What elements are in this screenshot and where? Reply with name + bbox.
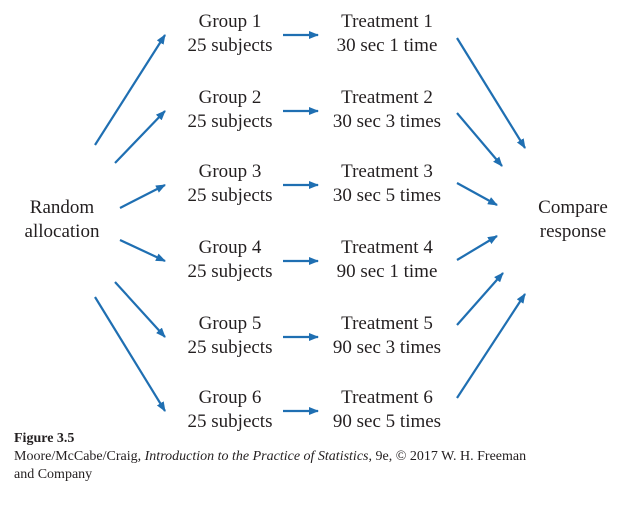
group-3-node: Group 3 25 subjects (187, 161, 273, 206)
treatment-5-node: Treatment 5 90 sec 3 times (332, 313, 442, 358)
treatment-2-node: Treatment 2 30 sec 3 times (332, 87, 442, 132)
arrow-treatment-4-to-compare (457, 236, 497, 260)
book-title: Introduction to the Practice of Statistics (144, 449, 369, 464)
arrow-allocation-to-group-2 (115, 111, 165, 163)
arrow-allocation-to-group-3 (120, 185, 165, 208)
compare-response-label: Compare response (538, 197, 608, 242)
treatment-1-node: Treatment 1 30 sec 1 time (336, 11, 438, 56)
group-6-node: Group 6 25 subjects (187, 387, 273, 432)
arrow-treatment-5-to-compare (457, 273, 503, 325)
treatment-3-node: Treatment 3 30 sec 5 times (332, 161, 442, 206)
arrow-treatment-3-to-compare (457, 183, 497, 205)
random-allocation-label: Random allocation (24, 197, 100, 242)
figure-number: Figure 3.5 (14, 431, 75, 446)
citation-line-2: and Company (14, 467, 93, 482)
citation-line-1: Moore/McCabe/Craig, Introduction to the Practice of Statistics, 9e, © 2017 W. H. Freeman (14, 449, 527, 464)
treatment-4-node: Treatment 4 90 sec 1 time (336, 237, 438, 282)
arrow-treatment-1-to-compare (457, 38, 525, 148)
arrow-treatment-2-to-compare (457, 113, 502, 166)
group-1-node: Group 1 25 subjects (187, 11, 273, 56)
group-2-node: Group 2 25 subjects (187, 87, 273, 132)
treatment-6-node: Treatment 6 90 sec 5 times (332, 387, 442, 432)
arrow-allocation-to-group-4 (120, 240, 165, 261)
figure-caption (14, 430, 526, 484)
arrow-allocation-to-group-6 (95, 297, 165, 411)
arrow-allocation-to-group-1 (95, 35, 165, 145)
group-4-node: Group 4 25 subjects (187, 237, 273, 282)
group-5-node: Group 5 25 subjects (187, 313, 273, 358)
arrow-treatment-6-to-compare (457, 294, 525, 398)
arrow-allocation-to-group-5 (115, 282, 165, 337)
